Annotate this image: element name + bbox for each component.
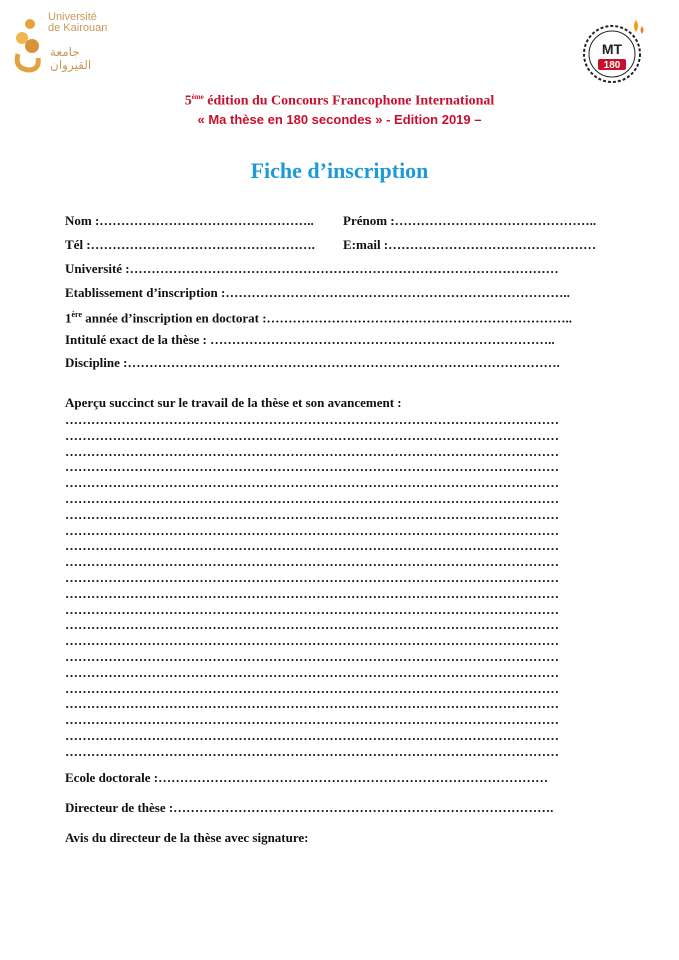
header-line-2: « Ma thèse en 180 secondes » - Edition 2019 – [197, 111, 482, 127]
dotted-line: …………………………………………………………………………………………………… [65, 522, 559, 538]
competition-header [0, 88, 679, 129]
dotted-line: …………………………………………………………………………………………………… [65, 538, 559, 554]
ecole-doctorale-field[interactable]: Ecole doctorale :……………………………………………………………………………… [65, 770, 549, 785]
header-line-1-text: édition du Concours Francophone International [203, 93, 495, 109]
page-title: Fiche d’inscription [250, 158, 429, 183]
tel-field[interactable]: Tél :……………………………………………. [65, 237, 315, 252]
university-name-text: Université de Kairouan [48, 11, 108, 34]
svg-text:MT: MT [601, 41, 623, 57]
dotted-line: …………………………………………………………………………………………………… [65, 727, 559, 743]
dotted-line: …………………………………………………………………………………………………… [65, 412, 559, 427]
etablissement-field[interactable]: Etablissement d’inscription :…………………………………………………………………….. [65, 285, 570, 300]
dotted-line: …………………………………………………………………………………………………… [65, 633, 559, 649]
dotted-line: …………………………………………………………………………………………………… [65, 743, 559, 759]
directeur-field[interactable]: Directeur de thèse :……………………………………………………………………………. [65, 800, 554, 815]
avis-directeur-label: Avis du directeur de la thèse avec signature: [65, 830, 309, 845]
annee-text: année d’inscription en doctorat :…………………………………………………………….. [82, 310, 573, 326]
university-logo [10, 8, 120, 78]
edition-superscript: ème [191, 93, 204, 101]
dotted-line: …………………………………………………………………………………………………… [65, 554, 559, 570]
university-name [48, 12, 108, 34]
dotted-line: …………………………………………………………………………………………………… [65, 490, 559, 506]
dotted-line: …………………………………………………………………………………………………… [65, 712, 559, 728]
university-name-arabic: جامعة القيروان [50, 45, 92, 72]
edition-number: 5 [184, 93, 192, 109]
dotted-line: …………………………………………………………………………………………………… [65, 459, 559, 475]
mt180-logo-icon [578, 14, 650, 86]
annee-superscript: ère [71, 310, 83, 319]
mt180-logo [578, 14, 650, 86]
discipline-field[interactable]: Discipline :………………………………………………………………………………………. [65, 355, 560, 370]
dotted-line: …………………………………………………………………………………………………… [65, 696, 559, 712]
svg-text:180: 180 [603, 60, 621, 71]
dotted-line: …………………………………………………………………………………………………… [65, 506, 559, 522]
annee-inscription-field[interactable] [65, 307, 572, 326]
dotted-line: …………………………………………………………………………………………………… [65, 617, 559, 633]
dotted-line: …………………………………………………………………………………………………… [65, 601, 559, 617]
apercu-text-area[interactable] [65, 412, 613, 760]
dotted-line: …………………………………………………………………………………………………… [65, 664, 559, 680]
dotted-line: …………………………………………………………………………………………………… [65, 585, 559, 601]
dotted-line: …………………………………………………………………………………………………… [65, 443, 559, 459]
dotted-line: …………………………………………………………………………………………………… [65, 475, 559, 491]
university-emblem-icon [10, 14, 44, 74]
apercu-label: Aperçu succinct sur le travail de la thèse et son avancement : [65, 395, 402, 410]
annee-number: 1 [65, 310, 72, 326]
dotted-line: …………………………………………………………………………………………………… [65, 569, 559, 585]
prenom-field[interactable]: Prénom :……………………………………….. [343, 213, 597, 228]
header-line-1 [0, 88, 679, 111]
dotted-line: …………………………………………………………………………………………………… [65, 427, 559, 443]
nom-field[interactable]: Nom :………………………………………….. [65, 213, 314, 228]
universite-field[interactable]: Université :……………………………………………………………………………………… [65, 261, 559, 276]
email-field[interactable]: E:mail :………………………………………… [343, 237, 597, 252]
dotted-line: …………………………………………………………………………………………………… [65, 648, 559, 664]
dotted-line: …………………………………………………………………………………………………… [65, 680, 559, 696]
intitule-field[interactable]: Intitulé exact de la thèse : …………………………………………………………………….. [65, 332, 555, 347]
